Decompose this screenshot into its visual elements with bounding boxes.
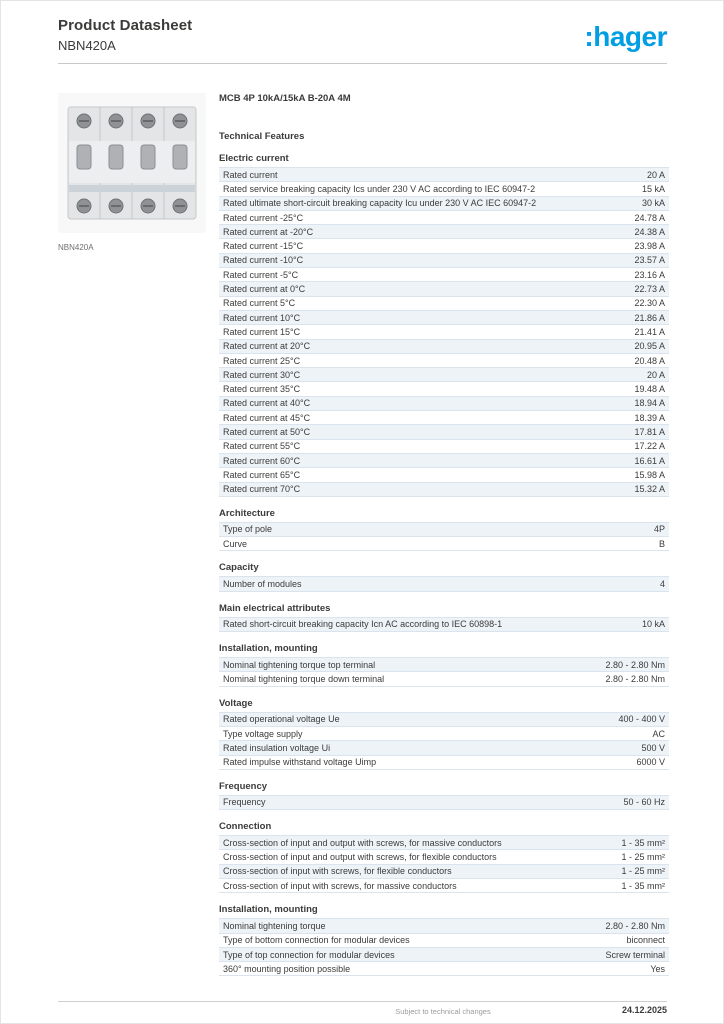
- spec-label: Nominal tightening torque: [223, 920, 326, 931]
- hager-logo: :hager: [584, 21, 667, 52]
- spec-label: Type of bottom connection for modular devices: [223, 935, 410, 946]
- spec-row: [219, 239, 669, 253]
- spec-label: Rated current 55°C: [223, 441, 301, 452]
- spec-section: [219, 562, 669, 591]
- spec-row: [219, 297, 669, 311]
- spec-row: [219, 454, 669, 468]
- spec-value: AC: [652, 728, 665, 739]
- spec-row: [219, 836, 669, 850]
- spec-section: [219, 698, 669, 770]
- spec-row: [219, 368, 669, 382]
- product-image-caption: NBN420A: [58, 243, 94, 252]
- spec-value: Screw terminal: [605, 949, 665, 960]
- spec-label: Rated current at 20°C: [223, 341, 311, 352]
- spec-label: Rated current -10°C: [223, 255, 304, 266]
- spec-label: Rated current -25°C: [223, 212, 304, 223]
- spec-value: biconnect: [626, 935, 665, 946]
- spec-row: [219, 850, 669, 864]
- spec-value: 19.48 A: [634, 384, 665, 395]
- spec-value: 18.39 A: [634, 412, 665, 423]
- spec-label: Rated current 60°C: [223, 455, 301, 466]
- spec-value: 1 - 25 mm²: [621, 866, 665, 877]
- spec-row: [219, 577, 669, 591]
- spec-label: Rated current: [223, 169, 278, 180]
- spec-row: [219, 354, 669, 368]
- spec-label: Cross-section of input with screws, for massive conductors: [223, 880, 457, 891]
- spec-row: [219, 537, 669, 551]
- product-reference: NBN420A: [58, 38, 116, 53]
- section-title: Connection: [219, 821, 272, 833]
- spec-section: [219, 508, 669, 552]
- spec-row: [219, 483, 669, 497]
- spec-value: 21.86 A: [634, 312, 665, 323]
- spec-row: [219, 411, 669, 425]
- spec-value: 23.98 A: [634, 241, 665, 252]
- spec-row: [219, 727, 669, 741]
- spec-label: Rated current at 0°C: [223, 284, 306, 295]
- spec-row: [219, 340, 669, 354]
- spec-value: 500 V: [641, 742, 665, 753]
- spec-value: 23.57 A: [634, 255, 665, 266]
- spec-label: Number of modules: [223, 579, 302, 590]
- spec-section: [219, 781, 669, 810]
- spec-label: Type of pole: [223, 524, 273, 535]
- spec-label: Rated current at 45°C: [223, 412, 311, 423]
- mcb-illustration: [58, 93, 206, 233]
- spec-row: [219, 523, 669, 537]
- spec-row: [219, 741, 669, 755]
- spec-value: 15 kA: [641, 183, 665, 194]
- spec-value: 4: [659, 579, 665, 590]
- spec-row: [219, 618, 669, 632]
- spec-label: Rated current 15°C: [223, 326, 301, 337]
- spec-section: [219, 904, 669, 976]
- spec-value: Yes: [650, 963, 665, 974]
- spec-label: Cross-section of input and output with screws, for flexible conductors: [223, 852, 497, 863]
- header: [58, 17, 192, 53]
- spec-table: [219, 918, 669, 976]
- spec-row: [219, 254, 669, 268]
- spec-row: [219, 962, 669, 976]
- spec-row: [219, 756, 669, 770]
- spec-label: Cross-section of input with screws, for flexible conductors: [223, 866, 452, 877]
- spec-row: [219, 168, 669, 182]
- spec-label: Rated current 10°C: [223, 312, 301, 323]
- header-divider: [58, 63, 667, 64]
- spec-row: [219, 948, 669, 962]
- spec-value: 22.30 A: [634, 298, 665, 309]
- product-name: MCB 4P 10kA/15kA B-20A 4M: [219, 93, 351, 104]
- technical-features-heading: Technical Features: [219, 131, 305, 142]
- spec-value: 2.80 - 2.80 Nm: [605, 659, 665, 670]
- spec-label: Rated current 30°C: [223, 369, 301, 380]
- spec-value: 4P: [653, 524, 665, 535]
- spec-label: Rated current 25°C: [223, 355, 301, 366]
- spec-value: 50 - 60 Hz: [623, 797, 665, 808]
- section-title: Installation, mounting: [219, 904, 318, 916]
- spec-value: 21.41 A: [634, 326, 665, 337]
- sections-container: [219, 153, 669, 976]
- spec-row: [219, 311, 669, 325]
- spec-value: 2.80 - 2.80 Nm: [605, 920, 665, 931]
- spec-value: 20 A: [646, 369, 665, 380]
- spec-value: 1 - 35 mm²: [621, 880, 665, 891]
- spec-label: Cross-section of input and output with screws, for massive conductors: [223, 837, 502, 848]
- spec-table: [219, 617, 669, 632]
- spec-row: [219, 282, 669, 296]
- spec-label: Rated current 70°C: [223, 484, 301, 495]
- spec-value: 20.95 A: [634, 341, 665, 352]
- spec-label: Rated current at 40°C: [223, 398, 311, 409]
- spec-value: 10 kA: [641, 619, 665, 630]
- spec-label: 360° mounting position possible: [223, 963, 351, 974]
- spec-column: [219, 93, 669, 976]
- spec-value: 15.98 A: [634, 469, 665, 480]
- spec-row: [219, 468, 669, 482]
- spec-label: Rated operational voltage Ue: [223, 714, 340, 725]
- spec-section: [219, 153, 669, 497]
- spec-label: Rated service breaking capacity Ics under 230 V AC according to IEC 60947-2: [223, 183, 536, 194]
- spec-value: 15.32 A: [634, 484, 665, 495]
- spec-value: 17.81 A: [634, 426, 665, 437]
- section-title: Voltage: [219, 697, 253, 709]
- spec-table: [219, 576, 669, 591]
- spec-label: Rated ultimate short-circuit breaking capacity Icu under 230 V AC IEC 60947-2: [223, 198, 537, 209]
- spec-label: Rated current 65°C: [223, 469, 301, 480]
- spec-row: [219, 325, 669, 339]
- spec-value: 22.73 A: [634, 284, 665, 295]
- spec-row: [219, 796, 669, 810]
- spec-table: [219, 712, 669, 770]
- spec-row: [219, 658, 669, 672]
- spec-row: [219, 382, 669, 396]
- product-column: [58, 93, 206, 252]
- section-title: Capacity: [219, 562, 259, 574]
- spec-value: 6000 V: [636, 757, 665, 768]
- section-title: Installation, mounting: [219, 643, 318, 655]
- spec-value: 18.94 A: [634, 398, 665, 409]
- page-title: Product Datasheet: [58, 17, 193, 34]
- spec-value: 1 - 25 mm²: [621, 852, 665, 863]
- spec-row: [219, 268, 669, 282]
- spec-value: 400 - 400 V: [618, 714, 665, 725]
- spec-label: Rated current at 50°C: [223, 426, 311, 437]
- spec-value: 30 kA: [641, 198, 665, 209]
- footer-note: Subject to technical changes: [395, 1007, 491, 1016]
- spec-value: 20 A: [646, 169, 665, 180]
- spec-value: 23.16 A: [634, 269, 665, 280]
- spec-label: Type voltage supply: [223, 728, 303, 739]
- section-title: Architecture: [219, 507, 275, 519]
- spec-row: [219, 211, 669, 225]
- spec-table: [219, 167, 669, 497]
- spec-table: [219, 835, 669, 893]
- spec-row: [219, 197, 669, 211]
- product-image: [58, 93, 206, 233]
- spec-label: Nominal tightening torque down terminal: [223, 673, 385, 684]
- spec-row: [219, 934, 669, 948]
- spec-section: [219, 603, 669, 632]
- spec-section: [219, 821, 669, 893]
- spec-table: [219, 795, 669, 810]
- spec-label: Curve: [223, 538, 248, 549]
- spec-label: Rated short-circuit breaking capacity Icn AC according to IEC 60898-1: [223, 619, 503, 630]
- spec-value: B: [658, 538, 665, 549]
- spec-table: [219, 657, 669, 687]
- footer-divider: [58, 1001, 667, 1002]
- section-title: Frequency: [219, 780, 268, 792]
- spec-row: [219, 397, 669, 411]
- spec-value: 2.80 - 2.80 Nm: [605, 673, 665, 684]
- spec-row: [219, 225, 669, 239]
- spec-row: [219, 865, 669, 879]
- spec-label: Rated insulation voltage Ui: [223, 742, 331, 753]
- spec-table: [219, 522, 669, 552]
- spec-label: Rated current 35°C: [223, 384, 301, 395]
- section-title: Main electrical attributes: [219, 602, 331, 614]
- spec-row: [219, 919, 669, 933]
- spec-label: Rated current 5°C: [223, 298, 296, 309]
- spec-row: [219, 879, 669, 893]
- spec-label: Rated current -15°C: [223, 241, 304, 252]
- spec-value: 16.61 A: [634, 455, 665, 466]
- spec-label: Nominal tightening torque top terminal: [223, 659, 376, 670]
- spec-label: Type of top connection for modular devices: [223, 949, 395, 960]
- spec-row: [219, 440, 669, 454]
- spec-value: 20.48 A: [634, 355, 665, 366]
- spec-value: 24.38 A: [634, 226, 665, 237]
- footer-date: 24.12.2025: [621, 1005, 667, 1015]
- spec-row: [219, 425, 669, 439]
- spec-label: Rated current -5°C: [223, 269, 299, 280]
- spec-row: [219, 672, 669, 686]
- spec-value: 1 - 35 mm²: [621, 837, 665, 848]
- spec-row: [219, 182, 669, 196]
- spec-value: 24.78 A: [634, 212, 665, 223]
- spec-section: [219, 643, 669, 687]
- spec-value: 17.22 A: [634, 441, 665, 452]
- spec-label: Rated current at -20°C: [223, 226, 314, 237]
- section-title: Electric current: [219, 153, 289, 164]
- spec-label: Frequency: [223, 797, 266, 808]
- spec-label: Rated impulse withstand voltage Uimp: [223, 757, 377, 768]
- spec-row: [219, 713, 669, 727]
